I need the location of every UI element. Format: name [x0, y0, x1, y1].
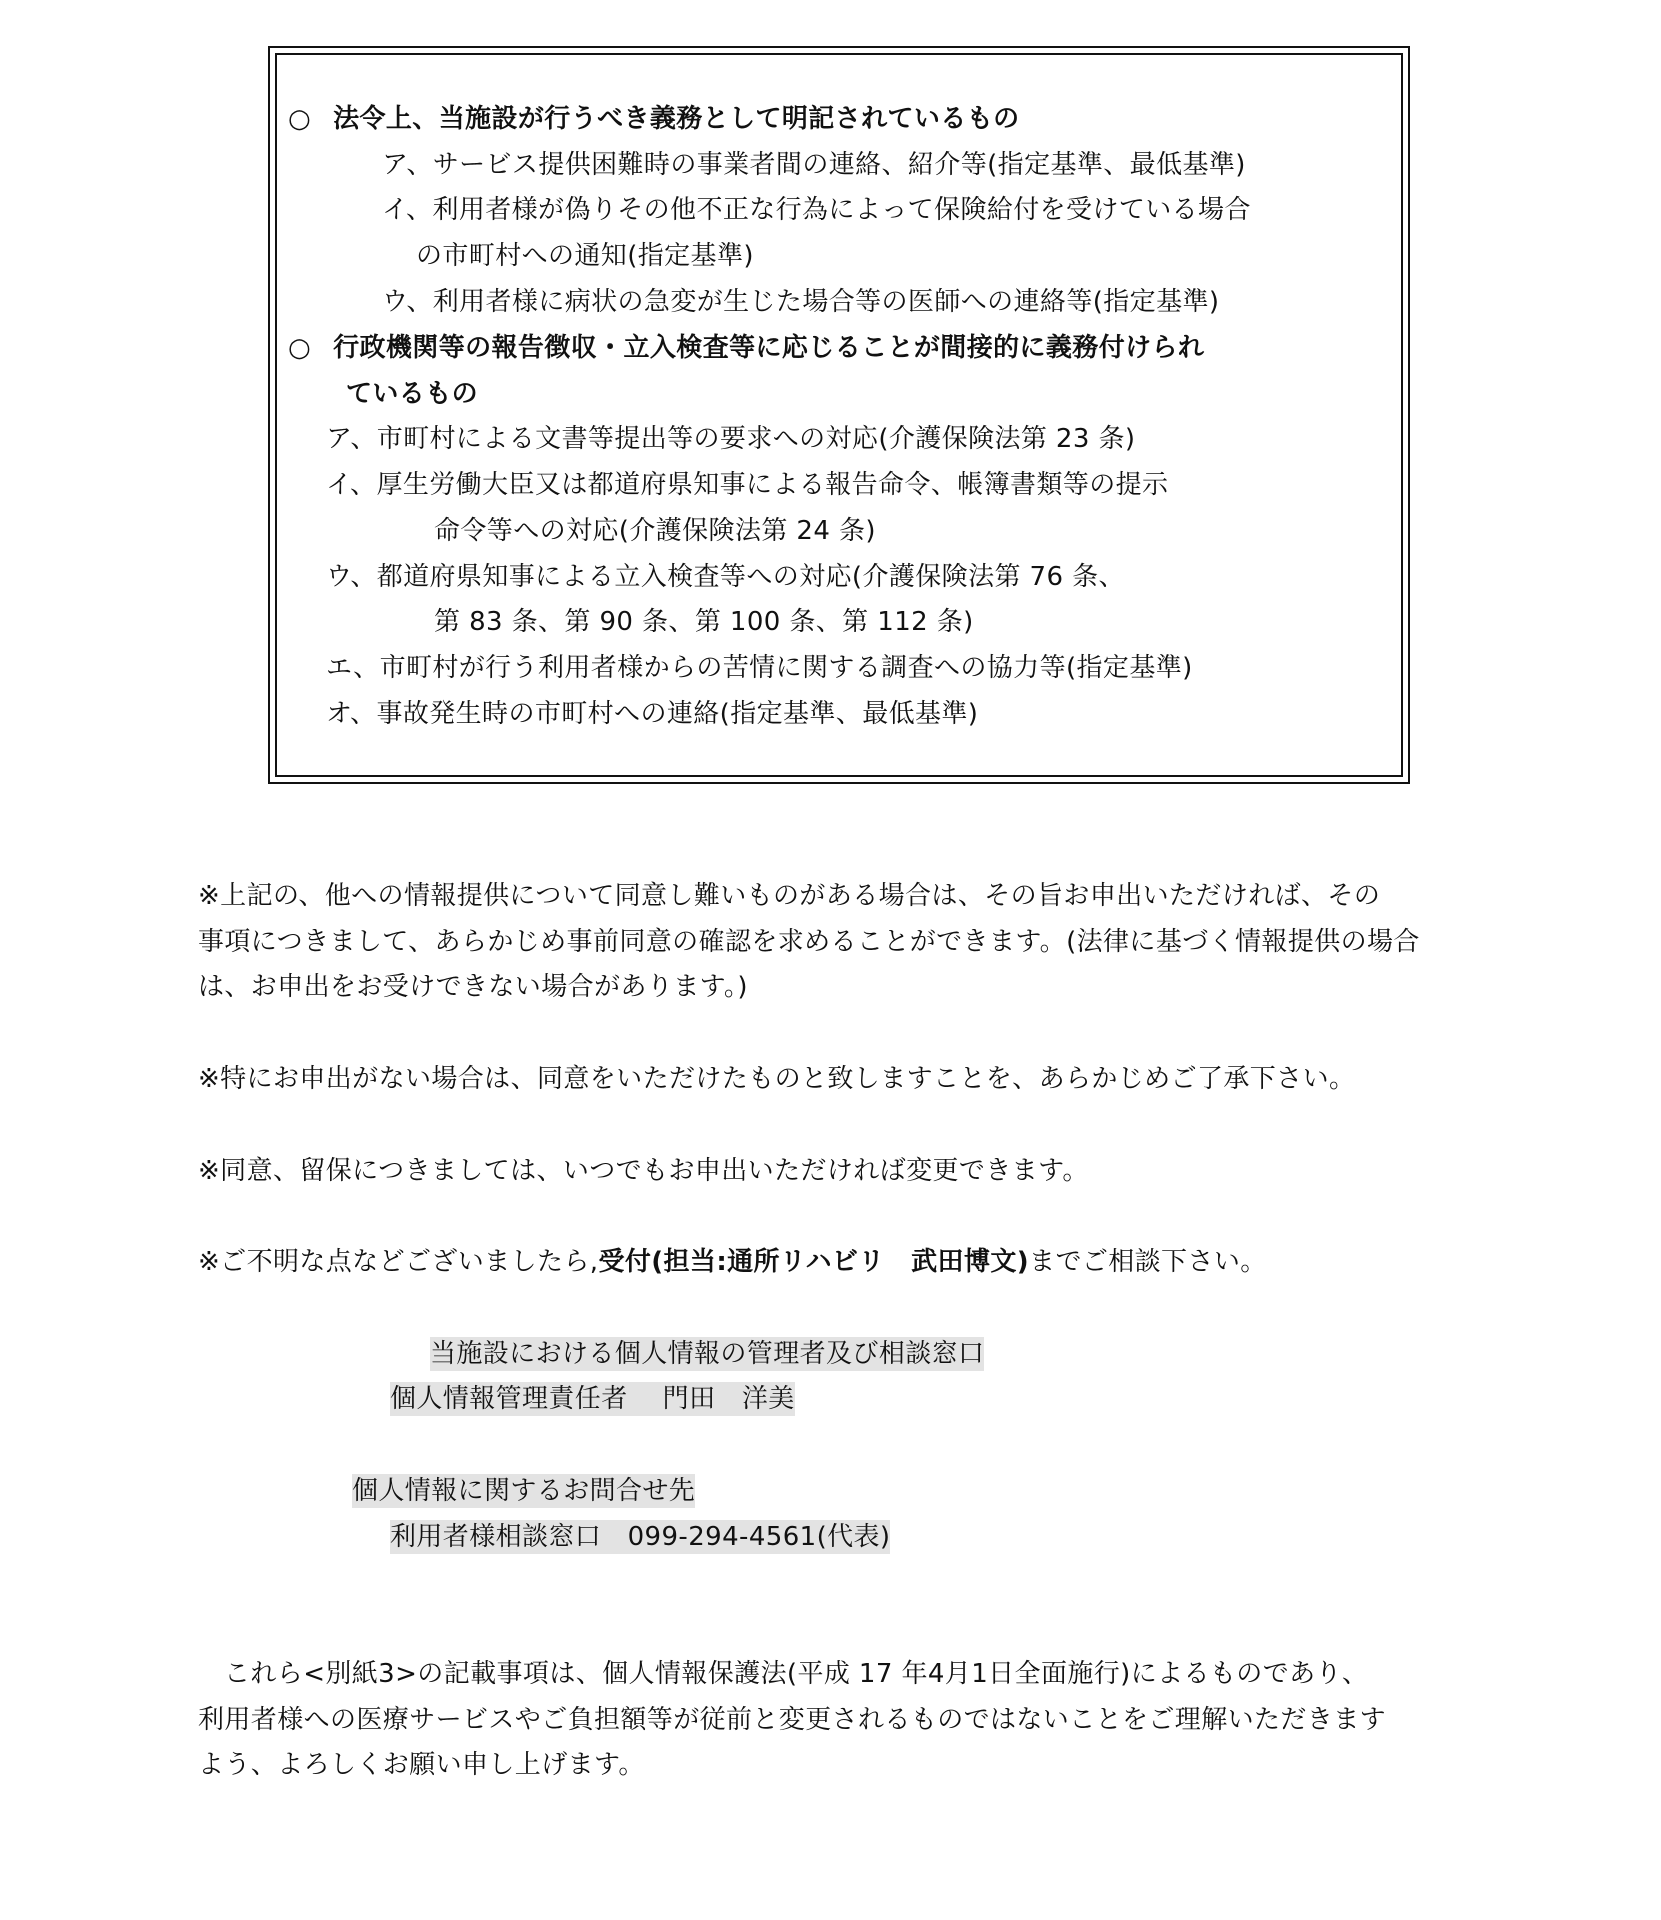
section1-item-i-cont: の市町村への通知(指定基準) [416, 241, 754, 271]
contact-note-prefix: ※ご不明な点などございましたら, [198, 1247, 599, 1277]
section1-item-i: イ、利用者様が偽りその他不正な行為によって保険給付を受けている場合 [382, 195, 1251, 225]
no-request-note: ※特にお申出がない場合は、同意をいただけたものと致しますことを、あらかじめご了承下さい。 [198, 1064, 1356, 1094]
manager-title: 当施設における個人情報の管理者及び相談窓口 [430, 1339, 985, 1369]
closing-line-3: よう、よろしくお願い申し上げます。 [198, 1750, 645, 1780]
circle-marker-icon: ○ [288, 104, 312, 134]
consent-note-line-1: ※上記の、他への情報提供について同意し難いものがある場合は、その旨お申出いただければ、その [198, 881, 1381, 911]
consent-note-line-3: は、お申出をお受けできない場合があります。) [198, 972, 748, 1002]
closing-line-1: これら<別紙3>の記載事項は、個人情報保護法(平成 17 年4月1日全面施行)によるものであり、 [224, 1659, 1369, 1689]
section2-item-e: エ、市町村が行う利用者様からの苦情に関する調査への協力等(指定基準) [326, 653, 1193, 683]
change-note: ※同意、留保につきましては、いつでもお申出いただければ変更できます。 [198, 1156, 1089, 1186]
section1-heading: ○ 法令上、当施設が行うべき義務として明記されているもの [288, 104, 1020, 134]
consent-note-line-2: 事項につきまして、あらかじめ事前同意の確認を求めることができます。(法律に基づく情報提供の場合 [198, 927, 1420, 957]
section2-item-a: ア、市町村による文書等提出等の要求への対応(介護保険法第 23 条) [326, 424, 1136, 454]
section2-item-u: ウ、都道府県知事による立入検査等への対応(介護保険法第 76 条、 [326, 562, 1125, 592]
inquiry-phone-line: 利用者様相談窓口 099-294-4561(代表) [390, 1522, 891, 1552]
section2-heading: ○ 行政機関等の報告徴収・立入検査等に応じることが間接的に義務付けられ [288, 333, 1205, 363]
manager-name-line: 個人情報管理責任者 門田 洋美 [390, 1384, 795, 1414]
section2-item-i-cont: 命令等への対応(介護保険法第 24 条) [434, 516, 876, 546]
section1-item-a: ア、サービス提供困難時の事業者間の連絡、紹介等(指定基準、最低基準) [382, 150, 1246, 180]
circle-marker-icon: ○ [288, 333, 312, 363]
section1-item-u: ウ、利用者様に病状の急変が生じた場合等の医師への連絡等(指定基準) [382, 287, 1220, 317]
contact-note-reception: 受付(担当:通所リハビリ 武田博文) [598, 1247, 1030, 1277]
inquiry-title: 個人情報に関するお問合せ先 [352, 1476, 696, 1506]
section2-item-u-cont: 第 83 条、第 90 条、第 100 条、第 112 条) [434, 607, 974, 637]
contact-note [198, 1245, 1267, 1279]
closing-line-2: 利用者様への医療サービスやご負担額等が従前と変更されるものではないことをご理解いただきます [198, 1705, 1387, 1735]
section2-item-i: イ、厚生労働大臣又は都道府県知事による報告命令、帳簿書類等の提示 [326, 470, 1169, 500]
contact-note-suffix: までご相談下さい。 [1029, 1247, 1267, 1277]
section2-heading-cont: ているもの [346, 379, 479, 409]
section2-item-o: オ、事故発生時の市町村への連絡(指定基準、最低基準) [326, 699, 979, 729]
